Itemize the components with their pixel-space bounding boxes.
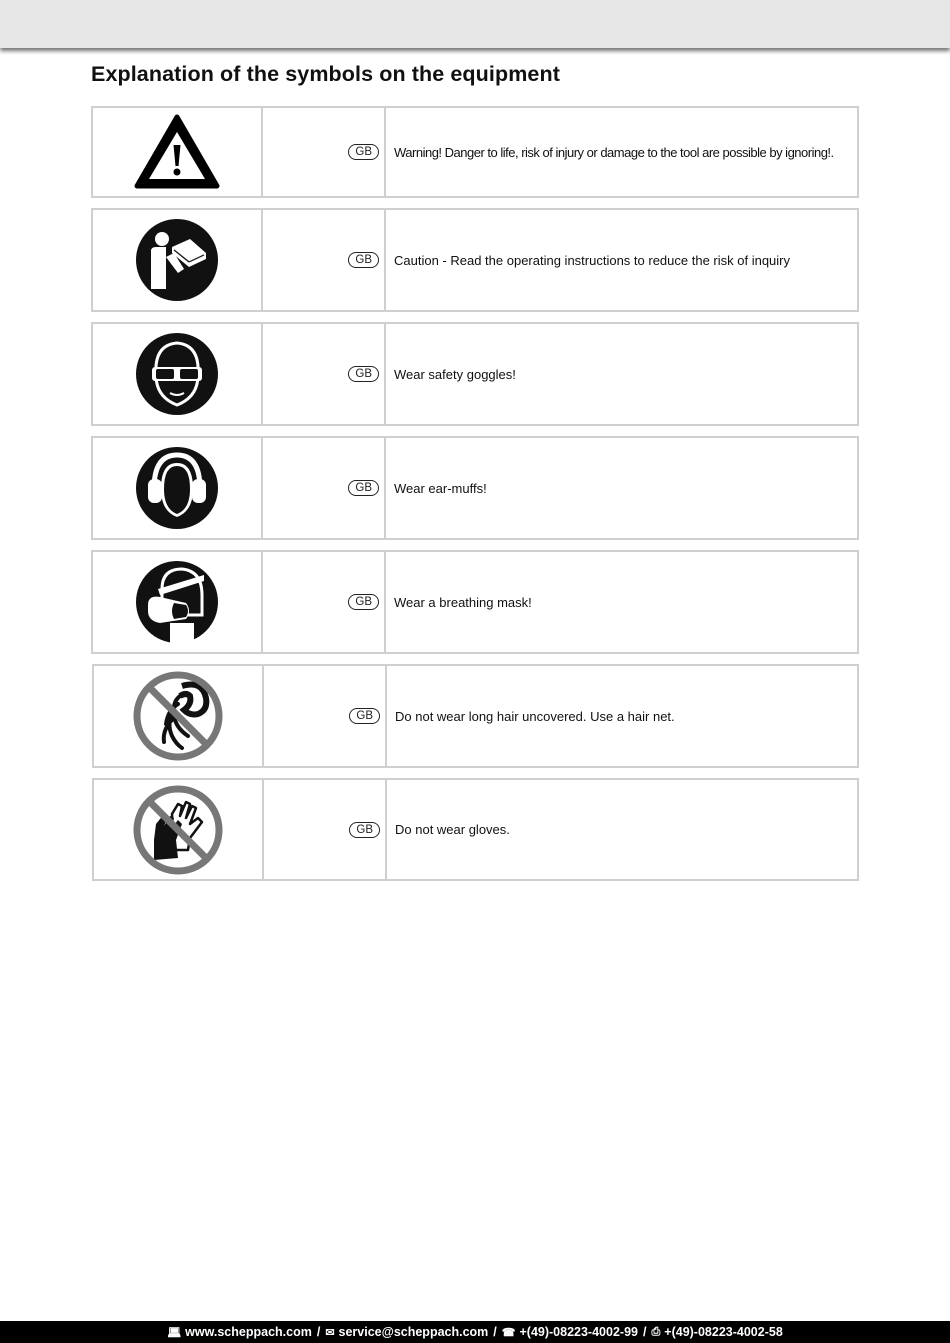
symbol-description: Warning! Danger to life, risk of injury or damage to the tool are possible by ignoring!. [394,144,834,160]
language-cell [263,210,386,310]
language-badge: GB [348,144,379,160]
symbol-description: Wear safety goggles! [394,366,516,382]
header-band [0,0,950,48]
symbol-description: Do not wear gloves. [395,822,510,837]
symbol-description: Wear a breathing mask! [394,594,532,610]
footer-fax: ⎙ +(49)-08223-4002-58 [651,1325,783,1339]
symbol-row-goggles [91,322,859,426]
symbol-row-breathing-mask [91,550,859,654]
symbol-description: Wear ear-muffs! [394,480,487,496]
language-badge: GB [348,594,379,610]
language-badge: GB [349,822,380,838]
language-badge: GB [349,708,380,724]
language-badge: GB [348,366,379,382]
no-gloves-icon [132,784,224,876]
symbol-icon-cell [93,438,263,538]
symbol-icon-cell [93,210,263,310]
breathing-mask-icon [134,559,220,645]
footer-website[interactable]: 💻︎ www.scheppach.com [167,1325,312,1339]
mail-icon: ✉︎ [325,1326,335,1339]
language-cell [263,552,386,652]
symbol-description: Caution - Read the operating instructions to reduce the risk of inquiry [394,252,790,268]
warning-triangle-icon [132,112,222,192]
ear-muffs-icon [134,445,220,531]
language-badge: GB [348,480,379,496]
footer-separator: / [493,1325,497,1339]
symbol-row-no-gloves [92,778,859,881]
fax-icon: ⎙ [651,1325,661,1338]
footer-phone: ☎︎ +(49)-08223-4002-99 [501,1325,638,1339]
footer-separator: / [316,1325,321,1339]
symbol-icon-cell [93,324,263,424]
language-badge: GB [348,252,379,268]
footer-separator: / [642,1325,647,1339]
footer-email[interactable]: ✉︎ service@scheppach.com [325,1325,489,1339]
symbol-icon-cell [94,780,264,879]
symbol-description: Do not wear long hair uncovered. Use a hair net. [395,708,675,724]
symbol-icon-cell [93,552,263,652]
symbol-row-read-manual [91,208,859,312]
read-manual-icon [134,217,220,303]
symbol-icon-cell [93,108,263,196]
language-cell [263,324,386,424]
symbol-row-ear-muffs [91,436,859,540]
no-long-hair-icon [132,670,224,762]
footer-bar [0,1321,950,1343]
symbol-row-warning [91,106,859,198]
language-cell [263,108,386,196]
symbol-row-no-long-hair [92,664,859,768]
safety-goggles-icon [134,331,220,417]
language-cell [264,666,387,766]
language-cell [263,438,386,538]
language-cell [264,780,387,879]
computer-icon: 💻︎ [167,1326,182,1339]
phone-icon: ☎︎ [501,1326,516,1339]
page-title: Explanation of the symbols on the equipment [91,62,560,86]
symbol-icon-cell [94,666,264,766]
